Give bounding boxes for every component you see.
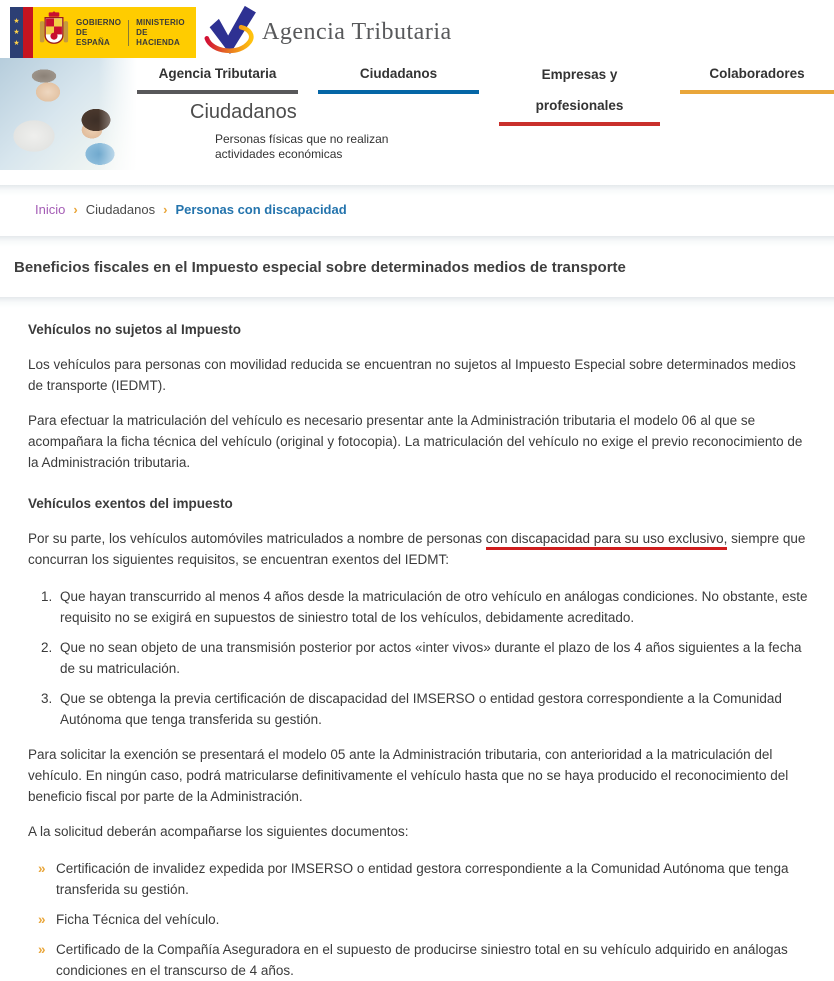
tab-underline: [499, 122, 660, 126]
breadcrumb-separator-icon: ›: [73, 202, 78, 217]
hero-section-subtitle: Personas físicas que no realizan actividades económicas: [215, 132, 389, 161]
hero-section-title: Ciudadanos: [190, 101, 297, 123]
breadcrumb-link-ciudadanos[interactable]: Ciudadanos: [85, 202, 156, 217]
breadcrumb-separator-icon: ›: [163, 202, 168, 217]
page-title: Beneficios fiscales en el Impuesto especial sobre determinados medios de transporte: [14, 259, 626, 276]
requirements-list: [40, 586, 810, 730]
star-icon: ★: [13, 29, 20, 36]
paragraph: Los vehículos para personas con movilidad reducida se encuentran no sujetos al Impuesto Especial sobre determinados medios de transporte (IEDMT).: [28, 357, 796, 393]
list-item: 1. Que hayan transcurrido al menos 4 años desde la matriculación de otro vehículo en análogas condiciones. No obstante, este requisito no se exigirá en supuestos de siniestro total de los vehículos, debidamente acreditado.: [56, 586, 810, 628]
breadcrumb-link-inicio[interactable]: Inicio: [35, 202, 66, 217]
list-item: » Certificación de invalidez expedida por IMSERSO o entidad gestora correspondiente a la Comunidad Autónoma que tenga transferida su gestión.: [38, 858, 810, 900]
aeat-wordmark: Agencia Tributaria: [262, 19, 452, 45]
text-fragment: Por su parte, los vehículos automóviles matriculados a nombre de personas: [28, 531, 486, 546]
paragraph-with-annotation: [28, 528, 810, 570]
logo-divider: [128, 20, 129, 46]
breadcrumb-current-page: Personas con discapacidad: [175, 202, 347, 217]
aeat-swoosh-icon: [204, 5, 256, 60]
list-item: 3. Que se obtenga la previa certificación de discapacidad del IMSERSO o entidad gestora correspondiente a la Comunidad Autónoma que tenga transferida su gestión.: [56, 688, 810, 730]
eu-stars-strip: [10, 7, 23, 58]
tab-agencia-tributaria[interactable]: Agencia Tributaria: [137, 57, 298, 126]
main-content: [0, 297, 834, 978]
documents-list: [28, 858, 810, 981]
paragraph: Para solicitar la exención se presentará el modelo 05 ante la Administración tributaria, con anterioridad a la matriculación del vehículo. En ningún caso, podrá matricularse definitivamente el vehículo hasta que no se haya producido el reconocimiento del beneficio fiscal por parte de la Administración.: [28, 747, 789, 804]
coat-of-arms-icon: [39, 11, 69, 54]
page-title-bar: [0, 236, 834, 295]
breadcrumb-bar: [0, 185, 834, 234]
page-header: [0, 0, 834, 183]
list-item: 2. Que no sean objeto de una transmisión posterior por actos «inter vivos» durante el plazo de los 4 años siguientes a la fecha de su matriculación.: [56, 637, 810, 679]
flag-yellow-panel: [33, 7, 196, 58]
star-icon: ★: [13, 40, 20, 47]
gobierno-espana-logo: [10, 7, 196, 58]
gobierno-espana-label: GOBIERNO DE ESPAÑA: [76, 17, 122, 47]
paragraph: A la solicitud deberán acompañarse los siguientes documentos:: [28, 824, 409, 839]
text-fragment: siempre que concurran los siguientes requisitos, se encuentran exentos del IEDMT:: [28, 531, 806, 567]
hero-couple-photo: [0, 58, 137, 170]
list-item: » Ficha Técnica del vehículo.: [38, 909, 810, 930]
tab-ciudadanos[interactable]: Ciudadanos: [318, 57, 479, 126]
tab-underline: [137, 90, 298, 94]
list-item: » Certificado de la Compañía Aseguradora en el supuesto de producirse siniestro total en su vehículo adquirido en análogas condiciones en el transcurso de 4 años.: [38, 939, 810, 981]
heading-vehiculos-no-sujetos: Vehículos no sujetos al Impuesto: [28, 322, 242, 337]
paragraph: Para efectuar la matriculación del vehículo es necesario presentar ante la Administración tributaria el modelo 06 al que se acompañara la ficha técnica del vehículo (original y fotocopia). La matriculación del vehículo no exige el previo reconocimiento de la Administración tributaria.: [28, 413, 803, 470]
breadcrumb: [35, 202, 347, 217]
tab-underline: [680, 90, 834, 94]
flag-red-stripe: [23, 7, 33, 58]
tab-colaboradores[interactable]: Colaboradores: [680, 57, 834, 126]
heading-vehiculos-exentos: Vehículos exentos del impuesto: [28, 496, 233, 511]
red-underline-annotation: con discapacidad para su uso exclusivo,: [486, 531, 728, 550]
tab-underline: [318, 90, 479, 94]
agencia-tributaria-logo[interactable]: [204, 5, 452, 60]
ministerio-hacienda-label: MINISTERIO DE HACIENDA: [136, 17, 185, 47]
tab-empresas-profesionales[interactable]: Empresas y profesionales: [499, 57, 660, 126]
star-icon: ★: [13, 18, 20, 25]
